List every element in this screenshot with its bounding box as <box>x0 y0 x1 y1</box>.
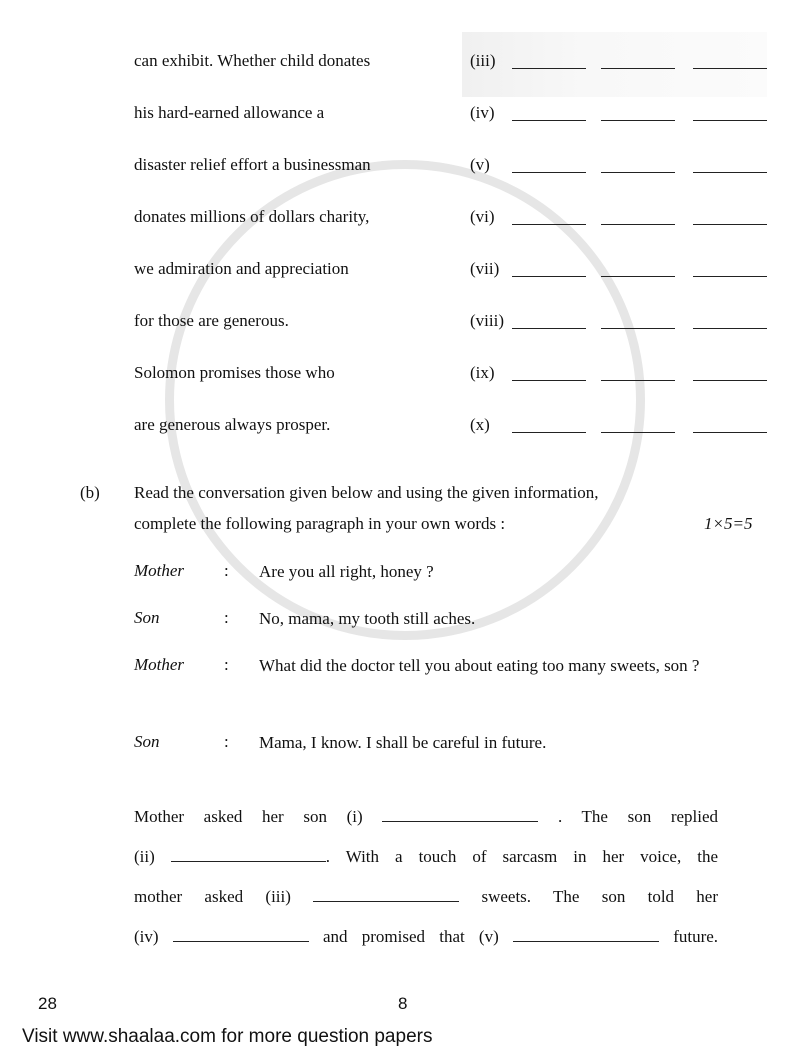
passage-line: we admiration and appreciation <box>134 259 349 278</box>
blank-incorrect[interactable] <box>512 68 586 69</box>
blank-iv[interactable] <box>173 927 309 942</box>
dialogue-text: What did the doctor tell you about eating too many sweets, son ? <box>259 656 700 675</box>
para-text: mother asked (iii) <box>134 887 291 906</box>
passage-line: his hard-earned allowance a <box>134 103 325 122</box>
para-text: Mother asked her son (i) <box>134 807 363 826</box>
row-label: (vii) <box>470 259 500 278</box>
instruction-line-2: complete the following paragraph in your own words : <box>134 514 506 533</box>
colon: : <box>224 732 229 751</box>
paragraph-line-3 <box>134 877 718 917</box>
page-number-center: 8 <box>398 994 408 1013</box>
row-label: (viii) <box>470 311 504 330</box>
blank-word[interactable] <box>693 380 767 381</box>
speaker: Mother <box>134 561 185 580</box>
blank-incorrect[interactable] <box>512 120 586 121</box>
blank-ii[interactable] <box>171 847 326 862</box>
speaker: Son <box>134 608 160 627</box>
marks: 1×5=5 <box>704 514 753 533</box>
blank-correct[interactable] <box>601 328 675 329</box>
page-number-left: 28 <box>38 994 57 1013</box>
blank-incorrect[interactable] <box>512 432 586 433</box>
blank-v[interactable] <box>513 927 659 942</box>
blank-incorrect[interactable] <box>512 172 586 173</box>
blank-word[interactable] <box>693 224 767 225</box>
blank-word[interactable] <box>693 172 767 173</box>
para-text: . The son replied <box>557 807 719 826</box>
para-text: (ii) <box>134 847 155 866</box>
blank-word[interactable] <box>693 432 767 433</box>
scan-smudge <box>462 32 767 97</box>
passage-line: are generous always prosper. <box>134 415 331 434</box>
passage-line: Solomon promises those who <box>134 363 335 382</box>
blank-word[interactable] <box>693 328 767 329</box>
section-b-label: (b) <box>80 483 100 502</box>
paragraph-line-4 <box>134 917 718 957</box>
blank-word[interactable] <box>693 120 767 121</box>
blank-i[interactable] <box>382 807 538 822</box>
blank-correct[interactable] <box>601 432 675 433</box>
blank-incorrect[interactable] <box>512 380 586 381</box>
blank-word[interactable] <box>693 276 767 277</box>
speaker: Son <box>134 732 160 751</box>
dialogue-text: No, mama, my tooth still aches. <box>259 609 476 628</box>
row-label: (iv) <box>470 103 495 122</box>
row-label: (v) <box>470 155 490 174</box>
colon: : <box>224 655 229 674</box>
instruction-line-1: Read the conversation given below and using the given information, <box>134 483 599 502</box>
para-text: sweets. The son told her <box>481 887 719 906</box>
passage-line: for those are generous. <box>134 311 289 330</box>
paragraph-line-1 <box>134 797 718 837</box>
row-label: (ix) <box>470 363 495 382</box>
blank-incorrect[interactable] <box>512 328 586 329</box>
blank-correct[interactable] <box>601 224 675 225</box>
blank-correct[interactable] <box>601 68 675 69</box>
para-text: future. <box>673 927 719 946</box>
para-text: and promised that (v) <box>322 927 499 946</box>
passage-line: can exhibit. Whether child donates <box>134 51 371 70</box>
row-label: (x) <box>470 415 490 434</box>
blank-iii[interactable] <box>313 887 459 902</box>
footer-link[interactable]: Visit www.shaalaa.com for more question papers <box>22 1026 433 1047</box>
speaker: Mother <box>134 655 185 674</box>
colon: : <box>224 608 229 627</box>
dialogue-text: Are you all right, honey ? <box>259 562 434 581</box>
colon: : <box>224 561 229 580</box>
row-label: (iii) <box>470 51 496 70</box>
blank-correct[interactable] <box>601 380 675 381</box>
row-label: (vi) <box>470 207 495 226</box>
paragraph-line-2 <box>134 837 718 877</box>
blank-correct[interactable] <box>601 276 675 277</box>
para-text: (iv) <box>134 927 159 946</box>
blank-incorrect[interactable] <box>512 224 586 225</box>
blank-word[interactable] <box>693 68 767 69</box>
blank-correct[interactable] <box>601 172 675 173</box>
passage-line: donates millions of dollars charity, <box>134 207 370 226</box>
dialogue-text: Mama, I know. I shall be careful in future. <box>259 733 547 752</box>
passage-line: disaster relief effort a businessman <box>134 155 371 174</box>
para-text: . With a touch of sarcasm in her voice, the <box>325 847 718 866</box>
blank-incorrect[interactable] <box>512 276 586 277</box>
blank-correct[interactable] <box>601 120 675 121</box>
